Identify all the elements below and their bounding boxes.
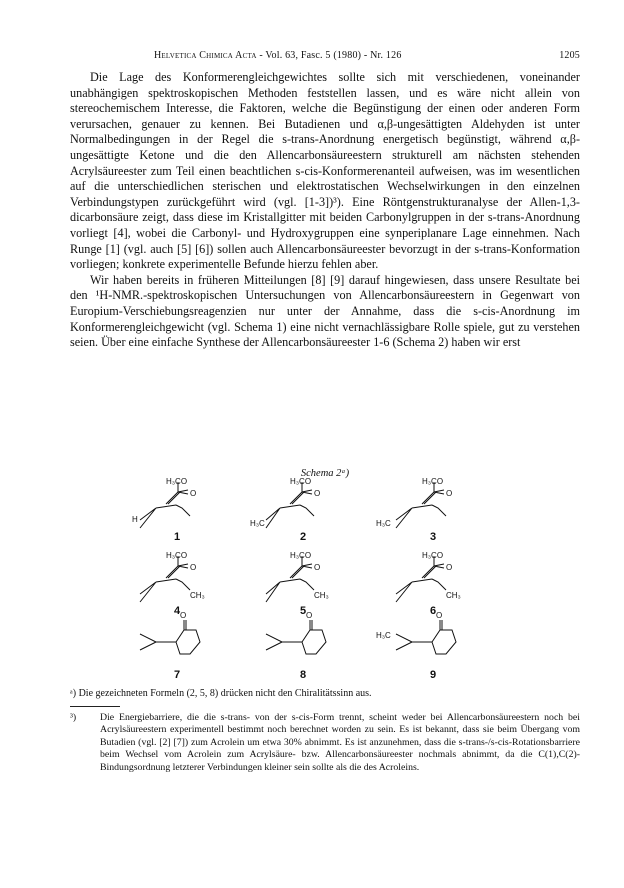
ch3-label-6: CH₃ [446, 591, 461, 600]
paragraph-2: Wir haben bereits in früheren Mitteilungen [8] [9] darauf hingewiesen, dass unsere Resultate bei den ¹H-NMR.-spektroskopischen Untersuchungen von Allencarbonsäureestern in Gegenwart von Europium-Verschiebungsreagenzien nur unter der Annahme, dass die s-cis-Anordnung im Konformerengleichgewicht (vgl. Schema 1) eine nicht vernachlässigbare Rolle spiele, gut zu verstehen seien. Über eine einfache Synthese der Allencarbonsäureester 1-6 (Schema 2) haben wir erst [70, 272, 580, 350]
o-label-7: O [180, 611, 187, 620]
o-label-5: O [314, 563, 321, 572]
h-label-1: H [132, 515, 138, 524]
running-header [70, 50, 580, 64]
h3co-label-5: H₃CO [290, 551, 312, 560]
compound-label-3: 3 [430, 531, 437, 543]
h3co-label-6: H₃CO [422, 551, 444, 560]
compound-label-4: 4 [174, 605, 181, 617]
compound-label-9: 9 [430, 669, 437, 681]
h3c-label-9: H₃C [376, 631, 391, 640]
compound-label-8: 8 [300, 669, 307, 681]
scheme-2-structures [130, 478, 520, 688]
h3co-label-4: H₃CO [166, 551, 188, 560]
body-text [70, 70, 580, 351]
compound-label-7: 7 [174, 669, 181, 681]
footnote-3 [70, 712, 580, 774]
footnote-3-text: Die Energiebarriere, die die s-trans- von der s-cis-Form trennt, scheint weder bei Allencarbonsäureestern noch bei Acrylsäureestern experimentell bestimmt noch berechnet worden zu sein. Es ist bekannt, dass sie beim Übergang vom Butadien (vgl. [2] [7]) zum Acrolein um etwa 30% abnimmt. Es ist anzunehmen, dass die s-trans-/s-cis-Rotationsbarriere beim Wechsel vom Acrolein zum Acrylsäure- bzw. Allencarbonsäureester nochmals abnimmt, da die C(1),C(2)-Bindungsordnung letzterer Verbindungen kleiner sein sollte als die des Acroleins. [100, 712, 580, 773]
compound-label-5: 5 [300, 605, 307, 617]
footnote-rule [70, 706, 120, 707]
compound-label-1: 1 [174, 531, 181, 543]
journal-name: Helvetica Chimica Acta [154, 50, 257, 61]
o-label-6: O [446, 563, 453, 572]
h3co-label-3: H₃CO [422, 478, 444, 486]
o-label-4: O [190, 563, 197, 572]
ch3-label-5: CH₃ [314, 591, 329, 600]
compound-label-6: 6 [430, 605, 437, 617]
h3c-label-2: H₃C [250, 519, 265, 528]
scheme-footnote-a: ᵃ) Die gezeichneten Formeln (2, 5, 8) drücken nicht den Chiralitätssinn aus. [70, 688, 372, 699]
o-label-2: O [314, 489, 321, 498]
footnote-3-marker: ³) [70, 712, 77, 723]
journal-header [154, 50, 402, 61]
o-label-1: O [190, 489, 197, 498]
o-label-9: O [436, 611, 443, 620]
h3co-label-2: H₃CO [290, 478, 312, 486]
o-label-3: O [446, 489, 453, 498]
h3c-label-3: H₃C [376, 519, 391, 528]
h3co-label-1: H₃CO [166, 478, 188, 486]
compound-label-2: 2 [300, 531, 307, 543]
scheme-title: Schema 2ᵃ) [300, 468, 350, 479]
page-number: 1205 [559, 50, 580, 61]
paragraph-1: Die Lage des Konformerengleichgewichtes sollte sich mit verschiedenen, voneinander unabhängigen spektroskopischen Methoden feststellen lassen, und es wäre nicht allein von stereochemischem Interesse, die Faktoren, welche die Begünstigung der einen oder anderen Form verursachen, genauer zu kennen. Bei Butadienen und α,β-ungesättigten Aldehyden ist unter Normalbedingungen in der Regel die s-trans-Anordnung energetisch begünstigt, während α,β-ungesättigte Ketone und die den Allencarbonsäureestern strukturell am nächsten stehenden Acrylsäureester zum Teil einen beachtlichen s-cis-Konformerenanteil aufweisen, was im wesentlichen auf die unterschiedlichen sterischen und elektrostatischen Wechselwirkungen in den einzelnen Verbindungstypen zurückgeführt wird (vgl. [1-3])³). Eine Röntgenstrukturanalyse der Allen-1,3-dicarbonsäure zeigt, dass diese im Kristallgitter mit beiden Carbonylgruppen in der s-trans-Anordnung vorliegt [4], wobei die Carbonyl- und Hydroxygruppen eine synperiplanare Lage einnehmen. Nach Runge [1] (vgl. auch [5] [6]) sollen auch Allencarbonsäureester bevorzugt in der s-trans-Konformation vorliegen; konkrete experimentelle Befunde hierzu fehlen aber. [70, 70, 580, 272]
volume-info: - Vol. 63, Fasc. 5 (1980) - Nr. 126 [256, 50, 402, 61]
ch3-label-4: CH₃ [190, 591, 205, 600]
o-label-8: O [306, 611, 313, 620]
